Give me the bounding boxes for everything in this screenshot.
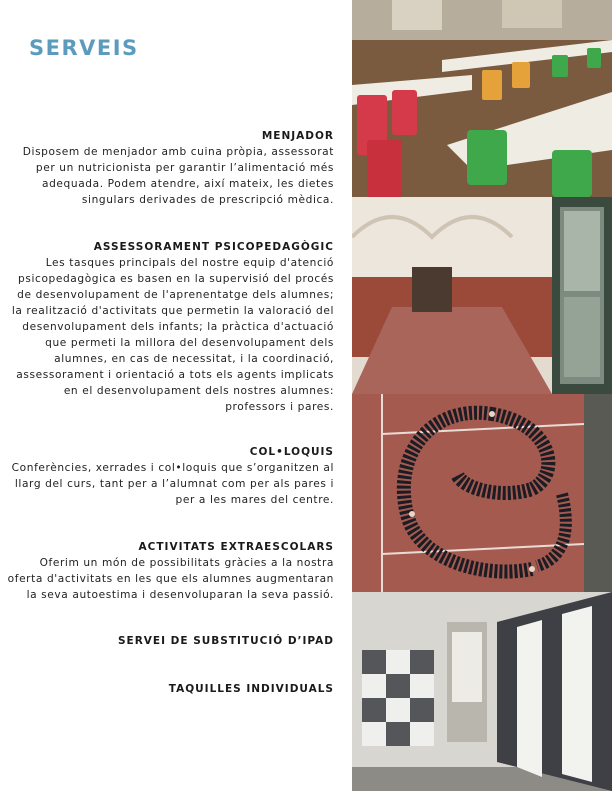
section-text: Conferències, xerrades i col•loquis que s’organitzen al llarg del curs, tant per a l’alumnat com per als pares i per a les mares del centre. <box>11 462 334 506</box>
section-heading: MENJADOR <box>261 130 334 142</box>
photo-lockers <box>352 592 612 791</box>
section-heading: SERVEI DE SUBSTITUCIÓ D’IPAD <box>117 635 334 647</box>
section-text: Les tasques principals del nostre equip d'atenció psicopedagògica es basen en la supervisió del procés de desenvolupament de l'aprenentatge dels alumnes; la realització d'activitats que permetin la valoració del desenvolupament dels infants; la pràctica d'actuació que permeti la millora del desenvolupament dels alumnes, en cas de necessitat, i la coordinació, assessorament i orientació a tots els agents implicats en el desenvolupament dels nostres alumnes: professors i pares. <box>11 257 334 413</box>
section-text: Oferim un món de possibilitats gràcies a la nostra oferta d'activitats en les que els alumnes augmentaran la seva autoestima i desenvoluparan la seva passió. <box>7 557 334 601</box>
section-colloquis <box>4 446 334 508</box>
section-taquilles <box>4 683 334 697</box>
section-ipad <box>4 635 334 649</box>
section-activitats <box>4 541 334 603</box>
section-heading: TAQUILLES INDIVIDUALS <box>168 683 334 695</box>
section-heading: COL•LOQUIS <box>249 446 334 458</box>
section-heading: ACTIVITATS EXTRAESCOLARS <box>138 541 334 553</box>
section-assessorament <box>4 241 334 415</box>
photo-students-aerial <box>352 394 612 592</box>
section-heading: ASSESSORAMENT PSICOPEDAGÒGIC <box>93 241 334 253</box>
page-title: SERVEIS <box>29 36 139 60</box>
photo-corridor <box>352 197 612 394</box>
section-menjador <box>4 130 334 208</box>
section-text: Disposem de menjador amb cuina pròpia, assessorat per un nutricionista per garantir l’alimentació més adequada. Podem atendre, així mateix, les dietes singulars derivades de prescripció mèdica. <box>22 146 334 206</box>
photo-dining-room <box>352 0 612 197</box>
